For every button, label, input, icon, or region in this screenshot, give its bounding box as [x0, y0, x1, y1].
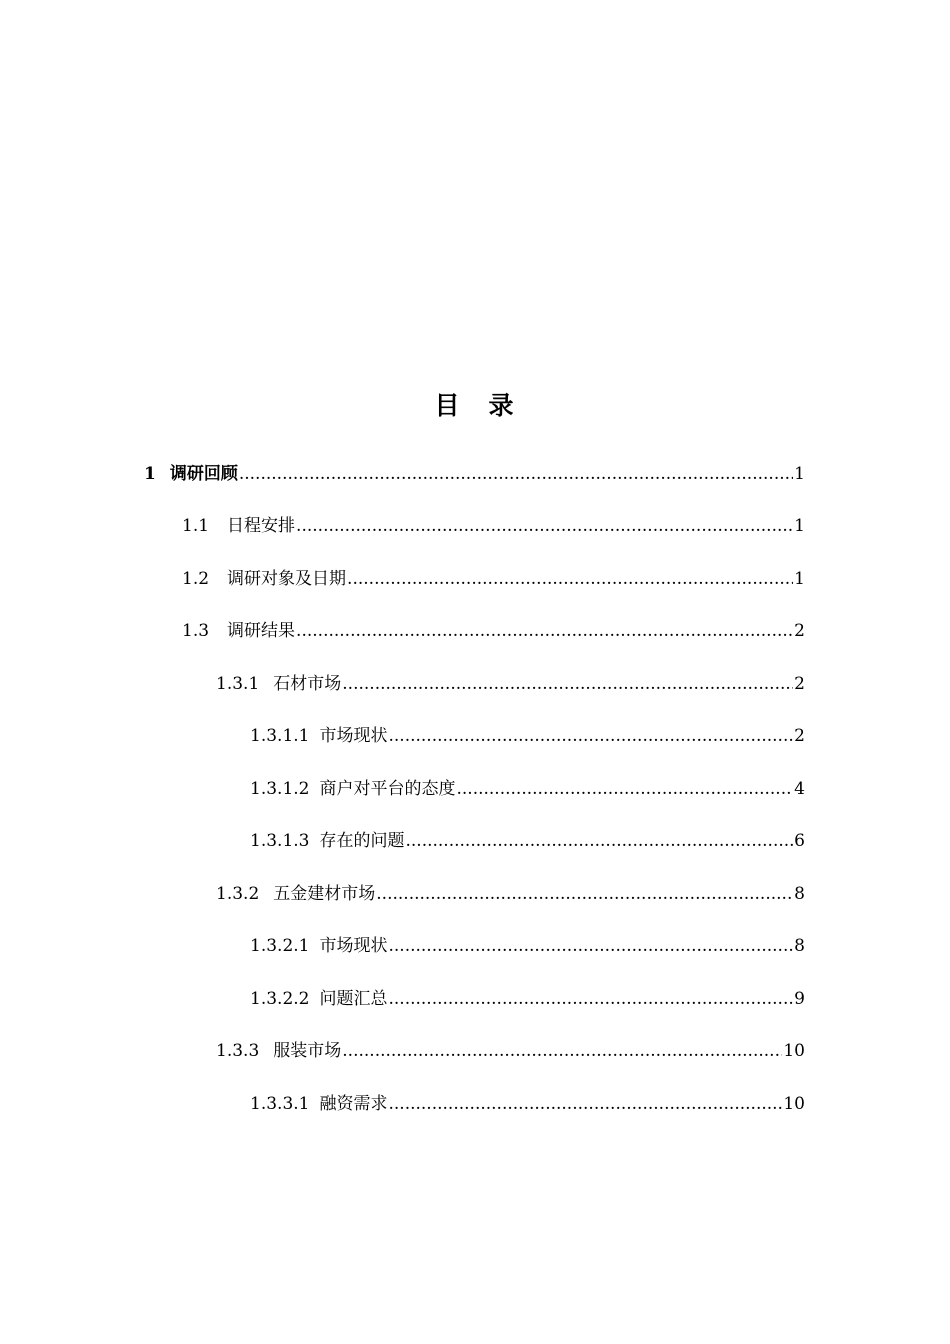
toc-entry-1-3-1-3[interactable]	[250, 829, 805, 853]
toc-entry-title: 市场现状	[319, 726, 388, 746]
toc-entry-1-1[interactable]	[182, 514, 805, 538]
toc-title: 目 录	[434, 391, 516, 420]
toc-entry-page: 8	[794, 936, 805, 956]
toc-entry-page: 2	[794, 726, 805, 746]
toc-entry-title: 五金建材市场	[273, 884, 376, 904]
dot-leader	[239, 462, 793, 486]
toc-entry-page: 6	[794, 831, 805, 851]
toc-entry-page: 1	[794, 516, 805, 536]
toc-entry-page: 2	[794, 674, 805, 694]
dot-leader	[405, 829, 793, 853]
toc-entry-number: 1.2	[182, 569, 210, 589]
toc-entry-title: 市场现状	[319, 936, 388, 956]
dot-leader	[296, 619, 793, 643]
dot-leader	[388, 724, 793, 748]
toc-entry-number: 1.3.3.1	[250, 1094, 310, 1114]
dot-leader	[376, 882, 793, 906]
dot-leader	[388, 987, 793, 1011]
dot-leader	[296, 514, 793, 538]
toc-entry-1-3-2-1[interactable]	[250, 934, 805, 958]
toc-entry-page: 1	[794, 569, 805, 589]
dot-leader	[342, 672, 793, 696]
toc-entry-number: 1.3.1	[216, 674, 260, 694]
toc-entry-1-3-2[interactable]	[216, 882, 805, 906]
toc-entry-title: 日程安排	[227, 516, 296, 536]
toc-entry-title: 调研回顾	[169, 464, 238, 484]
toc-entry-title: 调研对象及日期	[227, 569, 347, 589]
toc-entry-page: 10	[783, 1094, 805, 1114]
toc-entry-title: 问题汇总	[319, 989, 388, 1009]
toc-entry-1-3-3-1[interactable]	[250, 1092, 805, 1116]
toc-entry-number: 1	[144, 464, 156, 484]
toc-entry-number: 1.3.1.2	[250, 779, 310, 799]
toc-entry-1-3-3[interactable]	[216, 1039, 805, 1063]
toc-entry-page: 8	[794, 884, 805, 904]
toc-entry-number: 1.3.1.1	[250, 726, 310, 746]
toc-entry-number: 1.3.1.3	[250, 831, 310, 851]
dot-leader	[456, 777, 793, 801]
dot-leader	[388, 934, 793, 958]
toc-entry-page: 4	[794, 779, 805, 799]
toc-entry-number: 1.3.3	[216, 1041, 260, 1061]
toc-entry-title: 商户对平台的态度	[319, 779, 456, 799]
toc-entry-number: 1.3	[182, 621, 210, 641]
toc-entry-number: 1.1	[182, 516, 210, 536]
toc-entry-1-3-2-2[interactable]	[250, 987, 805, 1011]
toc-entry-1-3-1-2[interactable]	[250, 777, 805, 801]
toc-entry-1-3[interactable]	[182, 619, 805, 643]
dot-leader	[347, 567, 793, 591]
toc-entry-title: 服装市场	[273, 1041, 342, 1061]
toc-entry-title: 石材市场	[273, 674, 342, 694]
toc-entry-page: 9	[794, 989, 805, 1009]
dot-leader	[342, 1039, 782, 1063]
toc-entry-number: 1.3.2	[216, 884, 260, 904]
toc-entry-title: 调研结果	[227, 621, 296, 641]
dot-leader	[388, 1092, 782, 1116]
toc-entry-page: 2	[794, 621, 805, 641]
toc-entry-1-3-1-1[interactable]	[250, 724, 805, 748]
toc-entry-number: 1.3.2.2	[250, 989, 310, 1009]
toc-entry-title: 存在的问题	[319, 831, 405, 851]
toc-entry-number: 1.3.2.1	[250, 936, 310, 956]
toc-entry-1-2[interactable]	[182, 567, 805, 591]
toc-entry-page: 10	[783, 1041, 805, 1061]
toc-entry-page: 1	[794, 464, 805, 484]
toc-entry-1-3-1[interactable]	[216, 672, 805, 696]
toc-entry-title: 融资需求	[319, 1094, 388, 1114]
toc-entry-1[interactable]	[144, 462, 805, 486]
